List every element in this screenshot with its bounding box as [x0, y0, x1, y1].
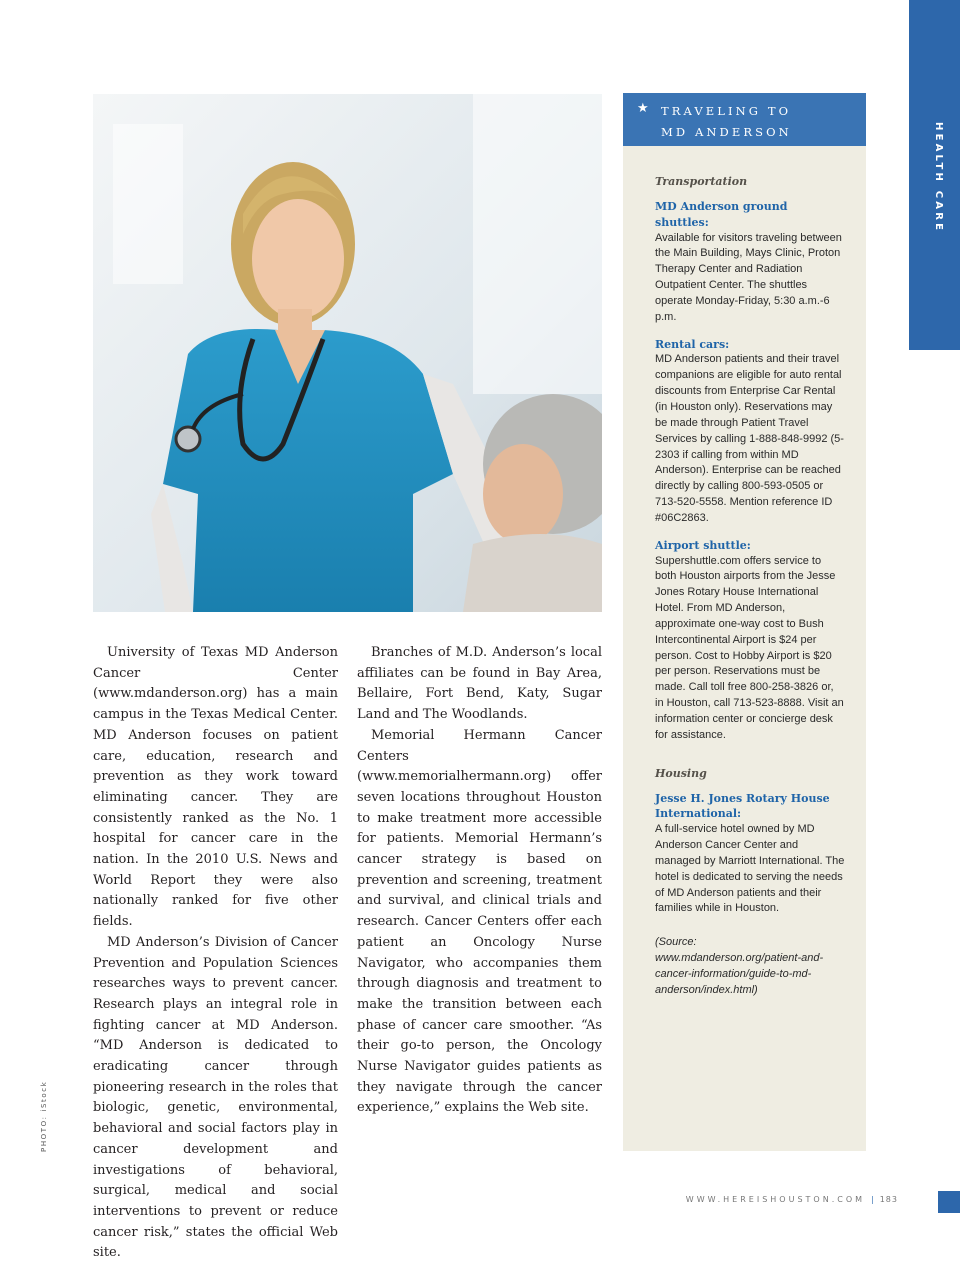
footer-site: WWW.HEREISHOUSTON.COM	[685, 1195, 866, 1204]
travel-sidebar	[623, 93, 866, 1151]
photo-credit: PHOTO: iStock	[40, 1080, 48, 1152]
page-corner-marker	[938, 1191, 960, 1213]
transportation-heading: Transportation	[655, 175, 748, 188]
page-number: 183	[879, 1195, 898, 1204]
hotel-text: A full-service hotel owned by MD Anderson Cancer Center and managed by Marriott International. The hotel is dedicated to serving the needs of MD Anderson patients and their families while in Houston.	[655, 823, 845, 915]
hotel-heading: Jesse H. Jones Rotary House International:	[655, 791, 830, 821]
article-paragraph: MD Anderson’s Division of Cancer Prevention and Population Sciences researches ways to prevent cancer. Research plays an integral role in fighting cancer at MD Anderson. “MD Anderson is dedicated to eradicating cancer through pioneering research in the roles that biologic, genetic, environmental, behavioral and social factors play in cancer development and investigations of behavioral, surgical, medical and social interventions to prevent or reduce cancer risk,” states the official Web site.	[93, 934, 338, 1261]
sidebar-title-line-1: TRAVELING TO	[661, 104, 792, 118]
nurse-patient-illustration	[93, 94, 602, 612]
source-note: (Source: www.mdanderson.org/patient-and-cancer-information/guide-to-md-anderson/index.html)	[655, 936, 824, 997]
shuttles-text: Available for visitors traveling between the Main Building, Mays Clinic, Proton Therapy Center and Radiation Outpatient Center. The shuttles operate Monday-Friday, 5:30 a.m.-6 p.m.	[655, 231, 842, 323]
article-column-1	[93, 643, 338, 1264]
section-tab-label: HEALTH CARE	[933, 122, 944, 234]
airport-text: Supershuttle.com offers service to both Houston airports from the Jesse Jones Rotary House International Hotel. From MD Anderson, approximate one-way cost to Bush Intercontinental Airport is $24 per person. Cost to Hobby Airport is $20 per person. Reservations must be made. Call toll free 800-258-3826 or, in Houston, call 713-523-8888. Visit an information center or concierge desk for assistance.	[655, 554, 844, 741]
airport-heading: Airport shuttle:	[655, 538, 751, 552]
sidebar-body	[655, 175, 845, 999]
article-paragraph: Memorial Hermann Cancer Centers (www.memorialhermann.org) offer seven locations throughout Houston to make treatment more accessible for patients. Memorial Hermann’s cancer strategy is based on prevention and screening, treatment and survival, and clinical trials and research. Cancer Centers offer each patient an Oncology Nurse Navigator, who accompanies them through diagnosis and treatment to make the transition between each phase of cancer care smoother. “As their go-to person, the Oncology Nurse Navigator guides patients as they navigate through the cancer experience,” explains the Web site.	[357, 727, 602, 1116]
page-footer	[686, 1195, 898, 1204]
rental-text: MD Anderson patients and their travel companions are eligible for auto rental discounts from Enterprise Car Rental (in Houston only). Reservations may be made through Patient Travel Services by calling 1-888-848-9992 (5-2303 if calling from within MD Anderson). Enterprise can be reached directly by calling 800-593-0505 or 713-520-5558. Mention reference ID #06C2863.	[655, 353, 844, 524]
article-paragraph: University of Texas MD Anderson Cancer Center (www.mdanderson.org) has a main campus in the Texas Medical Center. MD Anderson focuses on patient care, education, research and prevention as they work toward eliminating cancer. They are consistently ranked as the No. 1 hospital for cancer care in the nation. In the 2010 U.S. News and World Report they were also nationally ranked for five other fields.	[93, 645, 338, 930]
footer-separator: |	[871, 1195, 874, 1204]
housing-heading: Housing	[655, 766, 707, 780]
star-icon: ★	[637, 101, 649, 116]
shuttles-heading: MD Anderson ground shuttles:	[655, 200, 788, 229]
article-column-2	[357, 643, 602, 1119]
article-paragraph: Branches of M.D. Anderson’s local affiliates can be found in Bay Area, Bellaire, Fort Bend, Katy, Sugar Land and The Woodlands.	[357, 645, 602, 723]
sidebar-header	[623, 93, 866, 146]
rental-heading: Rental cars:	[655, 337, 730, 351]
sidebar-title	[661, 101, 792, 143]
hero-photo	[93, 94, 602, 612]
sidebar-title-line-2: MD ANDERSON	[661, 125, 792, 139]
